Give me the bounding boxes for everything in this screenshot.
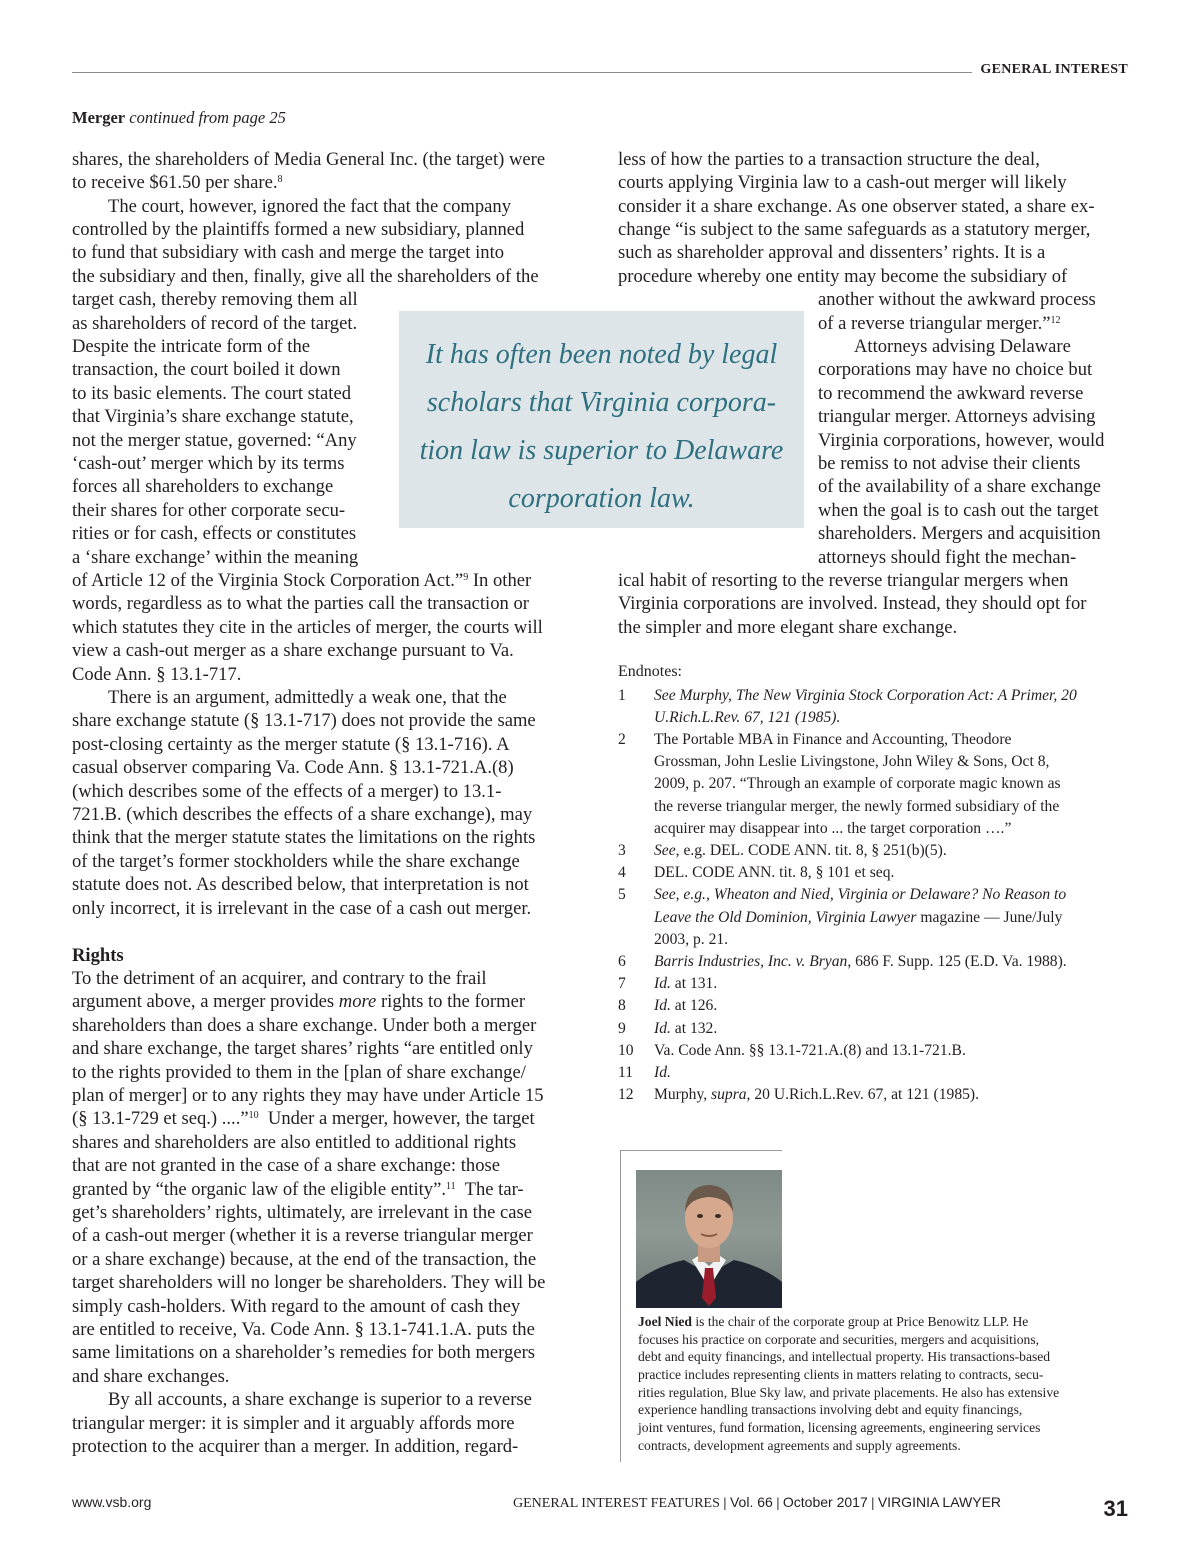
text-line: of the target’s former stockholders while the share exchange <box>72 851 520 872</box>
text-line: another without the awkward process <box>818 289 1096 310</box>
endnote-number: 9 <box>618 1020 626 1037</box>
footer-separator: | <box>723 1496 727 1511</box>
endnote-text: Va. Code Ann. §§ 13.1-721.A.(8) and 13.1-721.B. <box>654 1042 966 1059</box>
text-line: 721.B. (which describes the effects of a share exchange), may <box>72 804 533 825</box>
text-line: which statutes they cite in the articles of merger, the courts will <box>72 617 543 638</box>
footnote-ref: 10 <box>248 1110 259 1121</box>
endnote-span: , 686 F. Supp. 125 (E.D. Va. 1988). <box>847 953 1067 970</box>
text-line: view a cash-out merger as a share exchange pursuant to Va. <box>72 640 514 661</box>
text-line: of the availability of a share exchange <box>818 476 1101 497</box>
text-line: triangular merger: it is simpler and it arguably affords more <box>72 1413 515 1434</box>
endnote-text <box>654 840 947 862</box>
text-line: and share exchange, the target shares’ rights “are entitled only <box>72 1038 533 1059</box>
continued-from: continued from page 25 <box>129 108 286 127</box>
text-line: and share exchanges. <box>72 1366 230 1387</box>
author-name: Joel Nied <box>638 1314 692 1329</box>
text-line: the subsidiary and then, finally, give all the shareholders of the <box>72 266 539 287</box>
text-line: to the rights provided to them in the [plan of share exchange/ <box>72 1062 526 1083</box>
text-line: procedure whereby one entity may become the subsidiary of <box>618 266 1068 287</box>
endnote-text <box>654 1084 979 1106</box>
text-line: such as shareholder approval and dissenters’ rights. It is a <box>618 242 1046 263</box>
endnote-span: Leave the Old Dominion, Virginia Lawyer <box>654 909 917 926</box>
footer-date: October 2017 <box>782 1494 868 1510</box>
endnote-text: DEL. CODE ANN. tit. 8, § 101 et seq. <box>654 864 895 881</box>
endnotes-title: Endnotes: <box>618 663 682 680</box>
emphasis: more <box>338 991 377 1012</box>
text-span: The tar- <box>464 1179 524 1200</box>
text-line: words, regardless as to what the parties call the transaction or <box>72 593 529 614</box>
endnote-span: at 126. <box>670 997 718 1014</box>
text-line: be remiss to not advise their clients <box>818 453 1081 474</box>
pull-quote <box>399 311 804 528</box>
text-line: forces all shareholders to exchange <box>72 476 334 497</box>
text-line: post-closing certainty as the merger statute (§ 13.1-716). A <box>72 734 510 755</box>
pull-quote-line: It has often been noted by legal <box>425 339 778 370</box>
text-line: Virginia corporations are involved. Instead, they should opt for <box>618 593 1087 614</box>
endnote-number: 6 <box>618 953 626 970</box>
endnote-text: the reverse triangular merger, the newly formed subsidiary of the <box>654 798 1060 815</box>
endnote-text <box>654 951 1067 973</box>
text-line: target cash, thereby removing them all <box>72 289 358 310</box>
text-line: only incorrect, it is irrelevant in the case of a cash out merger. <box>72 898 532 919</box>
bio-line <box>638 1313 1028 1331</box>
footer-url[interactable]: www.vsb.org <box>72 1494 152 1510</box>
text-line: Despite the intricate form of the <box>72 336 311 357</box>
text-line: not the merger statue, governed: “Any <box>72 430 357 451</box>
endnote-span: Barris Industries, Inc. v. Bryan <box>654 953 848 970</box>
text-line: a ‘share exchange’ within the meaning <box>72 547 359 568</box>
footer-magazine: VIRGINIA LAWYER <box>877 1494 1002 1510</box>
text-line: or a share exchange) because, at the end of the transaction, the <box>72 1249 537 1270</box>
endnote-span: Id. <box>654 1020 671 1037</box>
text-line: the simpler and more elegant share exchange. <box>618 617 958 638</box>
endnote-text: Grossman, John Leslie Livingstone, John Wiley & Sons, Oct 8, <box>654 753 1050 770</box>
text-line: statute does not. As described below, that interpretation is not <box>72 874 529 895</box>
endnote-span: , e.g. DEL. CODE ANN. tit. 8, § 251(b)(5). <box>675 842 947 859</box>
endnote-span: Id. <box>654 975 671 992</box>
endnote-span: See Murphy, The New Virginia Stock Corporation Act: A Primer, 20 <box>654 687 1077 704</box>
text-line <box>72 990 525 1013</box>
pull-quote-line: scholars that Virginia corpora- <box>426 387 777 418</box>
text-line: to fund that subsidiary with cash and merge the target into <box>72 242 505 263</box>
text-line: rities or for cash, effects or constitutes <box>72 523 357 544</box>
text-line: same limitations on a shareholder’s remedies for both mergers <box>72 1342 536 1363</box>
bio-line: joint ventures, fund formation, licensing agreements, engineering services <box>638 1420 1041 1435</box>
text-span: rights to the former <box>380 991 526 1012</box>
author-photo <box>636 1170 782 1308</box>
endnote-number: 2 <box>618 731 626 748</box>
text-line: To the detriment of an acquirer, and contrary to the frail <box>72 968 487 989</box>
text-line: think that the merger statute states the limitations on the rights <box>72 827 536 848</box>
bio-line: contracts, development agreements and supply agreements. <box>638 1438 961 1453</box>
endnote-number: 7 <box>618 975 626 992</box>
text-line: that Virginia’s share exchange statute, <box>72 406 354 427</box>
text-line: when the goal is to cash out the target <box>818 500 1099 521</box>
footer-separator: | <box>871 1496 875 1511</box>
text-line <box>72 1107 535 1130</box>
text-span: to receive $61.50 per share. <box>72 172 278 193</box>
bio-line: focuses his practice on corporate and securities, mergers and acquisitions, <box>638 1332 1040 1347</box>
endnote-text <box>654 907 1062 929</box>
text-line: ‘cash-out’ merger which by its terms <box>72 453 345 474</box>
endnote-number: 4 <box>618 864 626 881</box>
continued-note <box>72 108 286 128</box>
endnote-span: See <box>654 842 676 859</box>
text-line: The court, however, ignored the fact that the company <box>108 196 511 217</box>
footnote-ref: 11 <box>445 1181 456 1192</box>
rights-heading: Rights <box>72 945 124 966</box>
author-portrait-icon <box>636 1170 782 1308</box>
endnote-text <box>654 1018 717 1040</box>
endnote-number: 5 <box>618 886 626 903</box>
text-line: share exchange statute (§ 13.1-717) does not provide the same <box>72 710 536 731</box>
pull-quote-line: corporation law. <box>508 483 695 514</box>
text-line: less of how the parties to a transaction structure the deal, <box>618 149 1040 170</box>
text-line <box>72 569 531 592</box>
text-line: shares, the shareholders of Media General Inc. (the target) were <box>72 149 546 170</box>
text-line: plan of merger] or to any rights they may have under Article 15 <box>72 1085 544 1106</box>
endnote-number: 8 <box>618 997 626 1014</box>
text-line: target shareholders will no longer be shareholders. They will be <box>72 1272 546 1293</box>
text-span: argument above, a merger provides <box>72 991 335 1012</box>
text-line: corporations may have no choice but <box>818 359 1093 380</box>
footer-publication <box>513 1494 1001 1512</box>
text-line: (which describes some of the effects of a merger) to 13.1- <box>72 781 502 802</box>
text-line: get’s shareholders’ rights, ultimately, are irrelevant in the case <box>72 1202 533 1223</box>
text-line: their shares for other corporate secu- <box>72 500 346 521</box>
continued-title: Merger <box>72 108 126 127</box>
text-line: There is an argument, admittedly a weak one, that the <box>108 687 507 708</box>
text-line: transaction, the court boiled it down <box>72 359 341 380</box>
footnote-ref: 9 <box>463 572 469 583</box>
text-line: as shareholders of record of the target. <box>72 313 358 334</box>
text-line: controlled by the plaintiffs formed a new subsidiary, planned <box>72 219 525 240</box>
text-line: Virginia corporations, however, would <box>818 430 1105 451</box>
text-line: change “is subject to the same safeguards as a statutory merger, <box>618 219 1091 240</box>
bio-line: debt and equity financings, and intellectual property. His transactions-based <box>638 1349 1051 1364</box>
endnote-text <box>654 1062 671 1084</box>
text-line: of a cash-out merger (whether it is a reverse triangular merger <box>72 1225 533 1246</box>
endnote-text: The Portable MBA in Finance and Accounting, Theodore <box>654 731 1012 748</box>
text-line: shareholders than does a share exchange. Under both a merger <box>72 1015 537 1036</box>
footer-separator: | <box>776 1496 780 1511</box>
pull-quote-line: tion law is superior to Delaware <box>419 435 784 466</box>
endnote-span: at 131. <box>670 975 718 992</box>
section-label: GENERAL INTEREST <box>980 62 1128 77</box>
text-line: are entitled to receive, Va. Code Ann. § 13.1-741.1.A. puts the <box>72 1319 535 1340</box>
header-rule <box>72 72 972 73</box>
text-span: granted by “the organic law of the eligible entity”. <box>72 1179 446 1200</box>
text-line: ical habit of resorting to the reverse triangular mergers when <box>618 570 1069 591</box>
bio-span: is the chair of the corporate group at Price Benowitz LLP. He <box>692 1314 1029 1329</box>
bio-frame-left <box>620 1150 621 1462</box>
endnote-span: Murphy, <box>654 1086 712 1103</box>
endnote-text: 2009, p. 207. “Through an example of corporate magic known as <box>654 775 1061 792</box>
bio-line: practice includes representing clients in matters relating to contracts, secu- <box>638 1367 1044 1382</box>
text-span: Under a merger, however, the target <box>267 1108 535 1129</box>
text-span: of Article 12 of the Virginia Stock Corporation Act.” <box>72 570 464 591</box>
footer-volume: Vol. 66 <box>729 1494 773 1510</box>
endnote-span: 20 U.Rich.L.Rev. 67, at 121 (1985). <box>750 1086 979 1103</box>
endnote-text <box>654 973 717 995</box>
text-line <box>72 1178 524 1201</box>
endnote-span: Id. <box>654 1064 671 1081</box>
endnote-text <box>654 685 1077 707</box>
endnote-span: supra, <box>711 1086 751 1103</box>
text-line: to recommend the awkward reverse <box>818 383 1084 404</box>
bio-frame-top <box>620 1150 782 1151</box>
endnote-span: Id. <box>654 997 671 1014</box>
text-line: shares and shareholders are also entitled to additional rights <box>72 1132 517 1153</box>
bio-line: experience handling transactions involving debt and equity financings, <box>638 1402 1023 1417</box>
page-number: 31 <box>1103 1496 1128 1521</box>
text-span: In other <box>472 570 532 591</box>
endnote-span: U.Rich.L.Rev. 67, 121 (1985). <box>654 709 841 726</box>
footer-features: GENERAL INTEREST FEATURES <box>513 1496 720 1511</box>
endnote-span: magazine — June/July <box>916 909 1063 926</box>
endnote-number: 1 <box>618 687 626 704</box>
endnote-number: 3 <box>618 842 626 859</box>
endnote-text <box>654 995 717 1017</box>
text-line: attorneys should fight the mechan- <box>818 547 1077 568</box>
text-line: triangular merger. Attorneys advising <box>818 406 1096 427</box>
endnote-number: 12 <box>618 1086 634 1103</box>
footnote-ref: 8 <box>277 174 283 185</box>
text-line: casual observer comparing Va. Code Ann. § 13.1-721.A.(8) <box>72 757 514 778</box>
endnote-text <box>654 884 1066 906</box>
text-line <box>818 312 1060 335</box>
text-line <box>72 171 282 194</box>
endnote-span: at 132. <box>670 1020 718 1037</box>
footnote-ref: 12 <box>1050 315 1061 326</box>
text-span: of a reverse triangular merger.” <box>818 313 1051 334</box>
text-line: Code Ann. § 13.1-717. <box>72 664 242 685</box>
endnote-number: 10 <box>618 1042 634 1059</box>
endnote-text <box>654 707 840 729</box>
endnote-span: See, e.g., Wheaton and Nied, Virginia or Delaware? No Reason to <box>654 886 1067 903</box>
text-line: shareholders. Mergers and acquisition <box>818 523 1101 544</box>
text-line: consider it a share exchange. As one observer stated, a share ex- <box>618 196 1095 217</box>
text-line: By all accounts, a share exchange is superior to a reverse <box>108 1389 532 1410</box>
endnote-text: 2003, p. 21. <box>654 931 729 948</box>
text-line: to its basic elements. The court stated <box>72 383 352 404</box>
bio-line: rities regulation, Blue Sky law, and private placements. He also has extensive <box>638 1385 1060 1400</box>
text-line: Attorneys advising Delaware <box>854 336 1071 357</box>
text-line: that are not granted in the case of a share exchange: those <box>72 1155 500 1176</box>
text-span: (§ 13.1-729 et seq.) ....” <box>72 1108 249 1129</box>
endnote-number: 11 <box>618 1064 634 1081</box>
text-line: simply cash-holders. With regard to the amount of cash they <box>72 1296 521 1317</box>
endnote-text: acquirer may disappear into ... the target corporation ….” <box>654 820 1012 837</box>
text-line: protection to the acquirer than a merger. In addition, regard- <box>72 1436 519 1457</box>
text-line: courts applying Virginia law to a cash-out merger will likely <box>618 172 1067 193</box>
